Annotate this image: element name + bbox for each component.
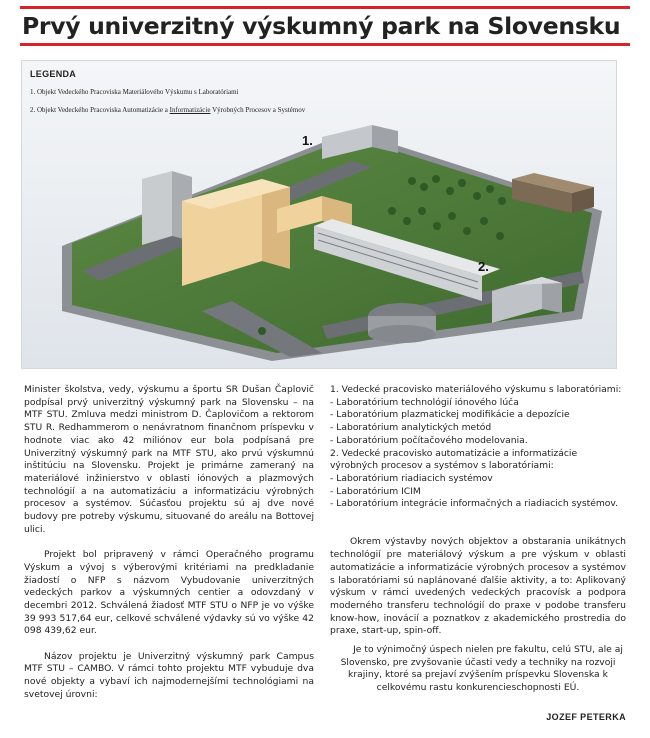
legend-title: LEGENDA xyxy=(30,69,77,79)
paragraph-project-name: Názov projektu je Univerzitný výskumný park Campus MTF STU – CAMBO. V rámci tohto projektu MTF vybuduje dva nové objekty a vybaví ich najmodernejšími technológiami na svetovej úrovni: xyxy=(24,650,314,700)
list-item: - Laboratórium riadiacich systémov xyxy=(330,472,493,484)
right-column xyxy=(330,384,626,695)
list-item: - Laboratórium analytických metód xyxy=(330,422,492,434)
left-column xyxy=(24,384,314,702)
paragraph-activities: Okrem výstavby nových objektov a obstarania unikátnych technológií pre materiálový výskum a pre výskum v oblasti automatizácie a informatizácie výrobných procesov a systémov s laboratóriami sú naplánované ďalšie aktivity, a to: Aplikovaný výskum v rámci uvedených vedeckých pracovísk a podpora moderného transferu technológií do praxe v podobe transferu know-how, inovácií a poznatkov z akademického prostredia do praxe, start-up, spin-off. xyxy=(330,536,626,637)
author-byline: JOZEF PETERKA xyxy=(546,712,626,722)
tower-building xyxy=(142,171,172,245)
paragraph-conclusion: Je to výnimočný úspech nielen pre fakultu, celú STU, ale aj Slovensko, pre zvyšovanie účasti vedy a techniky na rozvoji krajiny, ktoré sa prejaví zvýšením príspevku Slovenska k celkovému rastu konkurencieschopnosti EÚ. xyxy=(340,644,623,694)
marker-building-2: 2. xyxy=(478,259,489,274)
list-item: - Laboratórium ICIM xyxy=(330,485,421,497)
campus-rendering xyxy=(21,60,617,369)
list-item: - Laboratórium plazmatickej modifikácie a depozície xyxy=(330,409,570,421)
legend-underlined-word: Informatizácie xyxy=(169,106,211,114)
marker-building-1: 1. xyxy=(302,133,313,148)
list-item: - Laboratórium technológií iónového lúča xyxy=(330,396,519,408)
list-item: 1. Vedecké pracovisko materiálového výskumu s laboratóriami: xyxy=(330,384,622,395)
list-item: 2. Vedecké pracovisko automatizácie a informatizácie výrobných procesov a systémov s laboratóriami: xyxy=(330,447,578,472)
legend-item-1: 1. Objekt Vedeckého Pracoviska Materiálového Výskumu s Laboratóriami xyxy=(30,88,239,96)
legend-item-2: 2. Objekt Vedeckého Pracoviska Automatizácie a Informatizácie Výrobných Procesov a Systémov xyxy=(30,106,306,114)
article-title: Prvý univerzitný výskumný park na Slovensku xyxy=(22,12,621,40)
figure-legend xyxy=(30,69,305,124)
paragraph-intro: Minister školstva, vedy, výskumu a športu SR Dušan Čaplovič podpísal prvý univerzitný výskumný park na Slovensku – na MTF STU. Zmluva medzi ministrom D. Čaplovičom a rektorom STU R. Redhammerom o nenávratnom finančnom príspevku v hodnote viac ako 42 miliónov eur bola podpísaná pre Univerzitný výskumný park na MTF STU, ako prvú výskumnú inštitúciu na Slovensku. Projekt je primárne zameraný na materiálové inžinierstvo v oblasti iónových a plazmových technológií a na automatizáciu a informatizáciu výrobných procesov a systémov. Súčasťou projektu sú aj dve nové budovy pre potreby výskumu, situované do areálu na Bottovej ulici. xyxy=(24,384,314,535)
header-rule-top xyxy=(20,6,630,9)
paragraph-funding: Projekt bol pripravený v rámci Operačného programu Výskum a vývoj s výberovými kritériami na predkladanie žiadostí o NFP s názvom Vybudovanie univerzitných vedeckých parkov a výskumných centier a odovzdaný v decembri 2012. Schválená žiadosť MTF STU o NFP je vo výške 39 993 517,64 eur, celkové schválené výdavky sú vo výške 42 098 439,62 eur. xyxy=(24,549,314,637)
list-item: - Laboratórium počítačového modelovania. xyxy=(330,434,528,446)
header-rule-bottom xyxy=(20,43,630,46)
list-item: - Laboratórium integrácie informačných a riadiacich systémov. xyxy=(330,498,619,510)
